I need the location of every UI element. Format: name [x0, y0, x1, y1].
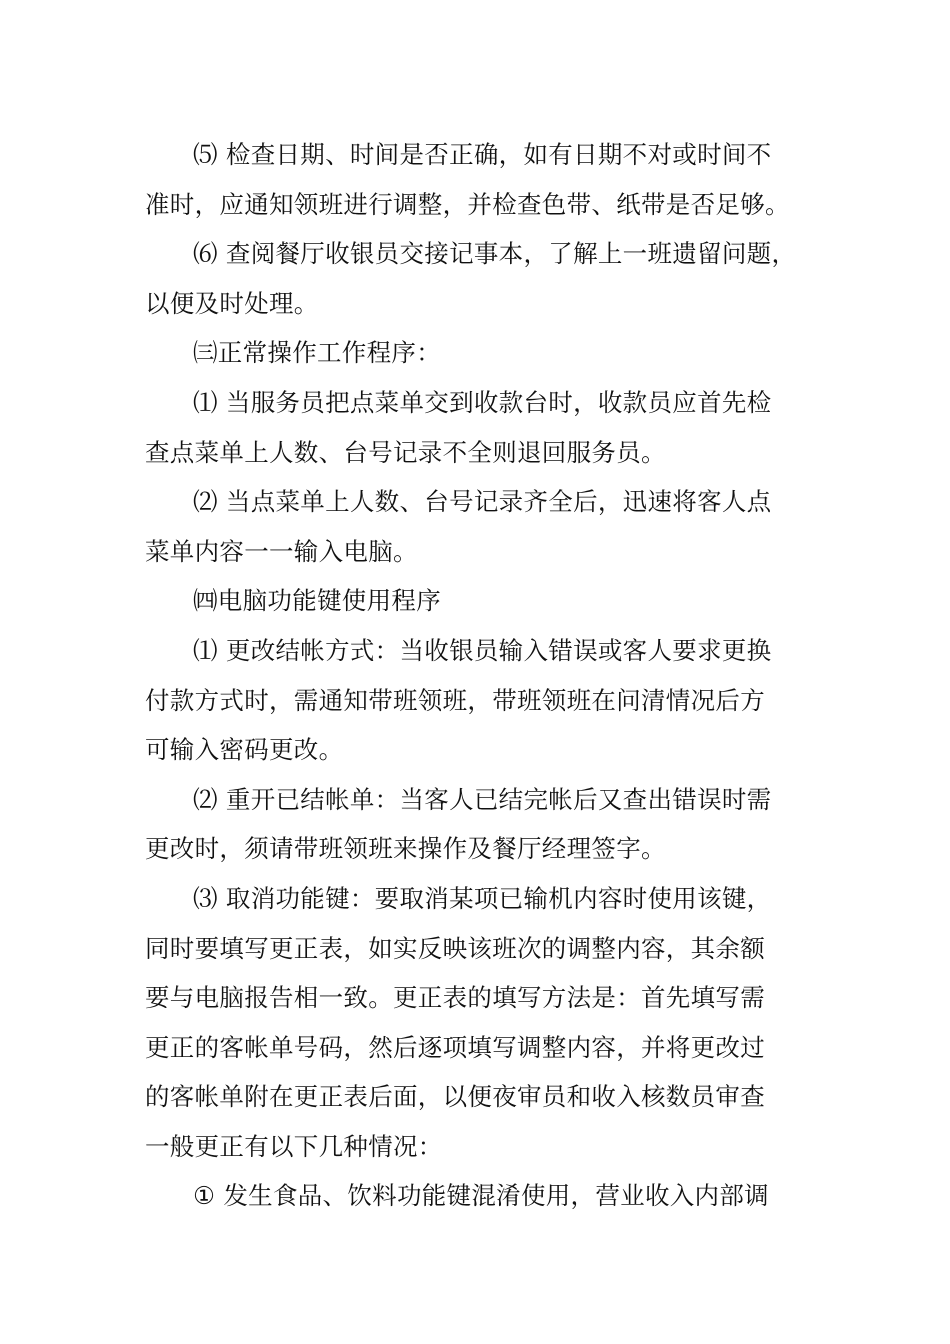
text-line: ⑴ 更改结帐方式：当收银员输入错误或客人要求更换 — [193, 635, 772, 665]
text-line: ⑵ 重开已结帐单：当客人已结完帐后又查出错误时需 — [193, 784, 772, 814]
text-line: 可输入密码更改。 — [145, 735, 344, 765]
text-line: 查点菜单上人数、台号记录不全则退回服务员。 — [145, 437, 666, 467]
text-line: 一般更正有以下几种情况： — [145, 1131, 443, 1161]
text-line: ⑵ 当点菜单上人数、台号记录齐全后，迅速将客人点 — [193, 487, 772, 517]
text-line: 同时要填写更正表，如实反映该班次的调整内容，其余额 — [145, 933, 765, 963]
text-line: ⑸ 检查日期、时间是否正确，如有日期不对或时间不 — [193, 140, 772, 169]
text-line: 准时，应通知领班进行调整，并检查色带、纸带是否足够。 — [145, 189, 790, 219]
text-line: ⑶ 取消功能键：要取消某项已输机内容时使用该键， — [193, 883, 772, 913]
text-line: 以便及时处理。 — [145, 288, 319, 318]
text-line: 更正的客帐单号码，然后逐项填写调整内容，并将更改过 — [145, 1032, 765, 1062]
section-heading: ㈣电脑功能键使用程序 — [193, 586, 441, 616]
text-line: 付款方式时，需通知带班领班，带班领班在问清情况后方 — [145, 685, 765, 715]
text-line: ① 发生食品、饮料功能键混淆使用，营业收入内部调 — [193, 1181, 769, 1211]
text-line: ⑴ 当服务员把点菜单交到收款台时，收款员应首先检 — [193, 387, 772, 417]
text-line: ⑹ 查阅餐厅收银员交接记事本，了解上一班遗留问题， — [193, 239, 797, 269]
text-line: 要与电脑报告相一致。更正表的填写方法是：首先填写需 — [145, 983, 765, 1013]
section-heading: ㈢正常操作工作程序： — [193, 338, 441, 368]
text-line: 菜单内容一一输入电脑。 — [145, 536, 418, 566]
document-body — [145, 130, 825, 1221]
text-line: 的客帐单附在更正表后面，以便夜审员和收入核数员审查 — [145, 1082, 765, 1112]
text-line: 更改时，须请带班领班来操作及餐厅经理签字。 — [145, 834, 666, 864]
